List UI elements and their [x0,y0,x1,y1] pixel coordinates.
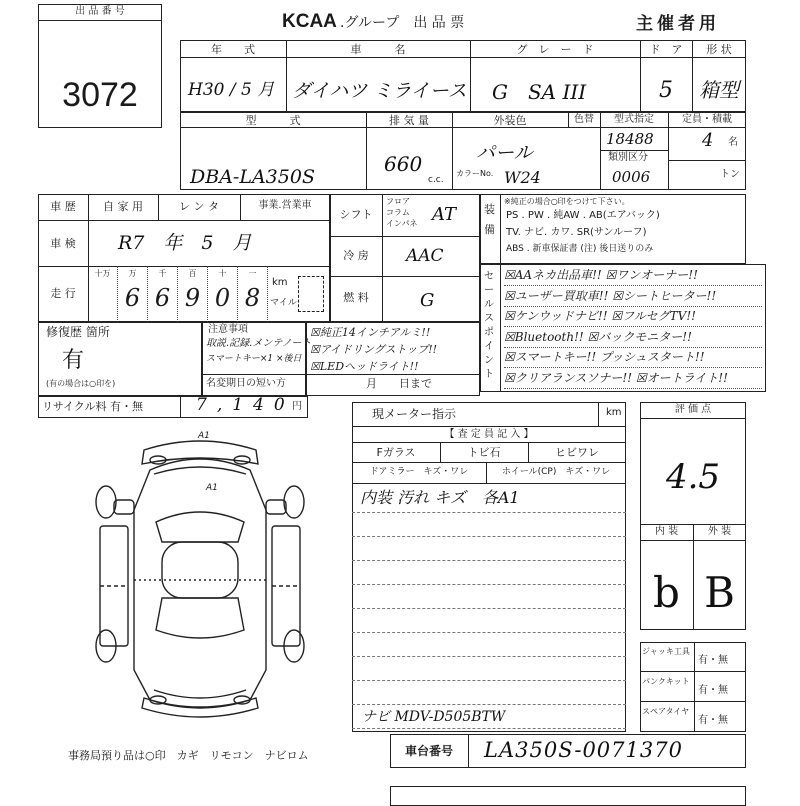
equipment-note: ※純正の場合○印をつけて下さい。 [504,197,630,206]
class-value: 0006 [612,168,651,186]
ton-label: トン [720,169,740,180]
grade-label: グ レ ー ド [516,43,594,56]
tool-value[interactable]: 有・無 [698,655,728,666]
mileage-digit-cell [148,266,178,322]
mile-label: マイル [270,298,297,308]
disp-unit: c.c. [428,175,444,185]
inspector-navi: ナビ MDV-D505BTW [362,709,506,725]
inspector-rule-line [352,632,626,633]
inspector-rule-line [352,704,626,705]
tool-label: ジャッキ工具 [642,647,690,656]
repair-label: 修復歴 箇所 [46,325,110,339]
recycle-value: 7,140 [196,395,295,415]
type-label: 型式指定 [614,114,654,125]
tool-label: パンクキット [642,677,690,686]
door-label: ド ア [649,43,683,56]
chassis-value: LA350S-0071370 [484,738,683,762]
km-label: km [272,277,288,288]
inspector-comment: 内装 汚れ キズ 各A1 [360,488,520,507]
inspector-title: 【 査 定 員 記 入 】 [444,429,534,440]
tool-separator [694,672,695,702]
exterior-grade: B [704,568,735,617]
year-label: 年 式 [211,43,255,56]
sales-point-item: ☒クリアランスソナー!! ☒オートライト!! [504,369,762,389]
color-label: 外装色 [493,114,527,127]
mileage-digit-cell [88,266,118,322]
tool-value[interactable]: 有・無 [698,715,728,726]
mileage-digit-cell [238,266,268,322]
sales-point-item: ☒Bluetooth!! ☒バックモニター!! [504,328,762,348]
shaken-value: R7 年 5 月 [118,232,252,254]
inspector-rule-line [352,656,626,657]
car-damage-diagram[interactable] [80,430,320,730]
mileage-digit-cell [178,266,208,322]
repair-note: (有の場合は○印を) [46,379,116,388]
extra-box [390,786,746,806]
sales-label: セールスポイント [484,271,494,380]
color-change-label: 色替 [574,114,594,125]
type-value: 18488 [606,130,654,148]
capacity-value: 4 [702,130,714,151]
repair-value: 有 [62,348,85,373]
name-change-label: 名変期日の短い方 [206,378,286,389]
tool-label: スペアタイヤ [642,707,690,716]
mileage-digit: 0 [214,284,231,312]
recycle-unit: 円 [292,401,302,412]
glass-label: Fガラス [376,446,416,459]
mileage-unit-label: 十 [218,269,227,278]
sales-point-item: ☒スマートキー!! プッシュスタート!! [504,348,762,368]
wheel-label: ホイール(CP) キズ・ワレ [501,467,611,477]
option-item: ☒純正14インチアルミ!! [310,326,431,339]
name-value: ダイハツ ミライース [292,80,467,102]
body-label: 形 状 [706,43,732,56]
mileage-unit-label: 万 [128,269,137,278]
capacity-unit: 名 [728,137,738,148]
mileage-unit-label: 百 [188,269,197,278]
body-value: 箱型 [699,78,739,102]
sheet-title: .グループ 出 品 票 [340,15,465,31]
interior-label: 内 装 [654,526,679,537]
inspector-rule-line [352,728,626,729]
inspector-rule-line [352,608,626,609]
equipment-line1: PS . PW . 純AW . AB(エアバック) [506,210,660,221]
mirror-label: ドアミラー キズ・ワレ [369,467,469,477]
meter-label: 現メーター指示 [372,407,457,421]
notes-label: 注意事項 [208,324,248,335]
mileage-digit-cell [118,266,148,322]
organizer-label: 主催者用 [636,14,720,34]
tool-separator [694,642,695,672]
color-value: パール [476,142,533,164]
inspector-rule-line [352,512,626,513]
equipment-label: 装 備 [484,203,495,236]
shift-label: シフト [339,208,373,221]
office-note: 事務局預り品は○印 カギ リモコン ナビロム [68,749,309,762]
month-day-label: 月 日まで [366,377,432,390]
crack-label: ヒビワレ [555,446,599,459]
mileage-unit-label: 千 [158,269,167,278]
sales-point-item: ☒ユーザー買取車!! ☒シートヒーター!! [504,287,762,307]
fuel-label: 燃 料 [343,291,369,304]
interior-grade: b [653,568,680,617]
color-no-value: W24 [504,168,541,187]
class-label: 類別区分 [608,152,648,163]
shift-value: AT [432,204,457,225]
disp-label: 排 気 量 [389,114,429,127]
recycle-label: リサイクル料 有・無 [42,400,143,413]
shaken-label: 車 検 [50,237,76,250]
notes-line2: スマートキー×1 ×後日 [206,354,302,364]
tool-separator [694,702,695,732]
cooling-value: AAC [406,246,444,266]
lot-number: 3072 [62,76,138,114]
inspector-rule-line [352,584,626,585]
lot-label: 出 品 番 号 [75,6,125,17]
option-item: ☒LEDヘッドライト!! [310,360,419,373]
tool-row [640,702,746,732]
shift-options: フロア コラム インパネ [386,197,418,228]
stone-label: トビ石 [467,446,501,459]
damage-mark-hood: A1 [206,483,218,493]
mileage-digit: 8 [244,284,261,312]
grade-value: G SA III [492,80,587,104]
mile-checkbox[interactable] [298,276,324,312]
equipment-line2: TV. ナビ. カワ. SR(サンルーフ) [506,227,647,238]
brand-logo: KCAA [282,11,337,32]
history-label: 車 歴 [50,200,76,213]
mileage-digit: 9 [184,284,201,312]
mileage-digit-cell [208,266,238,322]
disp-value: 660 [384,152,423,176]
mileage-label: 走 行 [50,287,76,300]
sales-point-item: ☒AAネカ出品車!! ☒ワンオーナー!! [504,266,762,286]
fuel-value: G [420,290,435,311]
tool-value[interactable]: 有・無 [698,685,728,696]
tool-row [640,642,746,672]
evaluation-score: 4.5 [665,457,721,497]
sales-point-item: ☒ケンウッドナビ!! ☒フルセグTV!! [504,307,762,327]
mileage-unit-label: 一 [248,269,257,278]
tool-row [640,672,746,702]
mileage-unit-label: 十万 [94,269,111,278]
chassis-label: 車台番号 [404,744,453,758]
door-value: 5 [659,78,673,103]
history-private: 自 家 用 [103,200,143,213]
model-value: DBA-LA350S [190,166,315,188]
notes-line1: 取説.記録.メンテノート [206,338,312,349]
color-no-label: カラーNo. [456,169,494,178]
history-rental: レ ン タ [179,200,219,213]
model-label: 型 式 [245,114,301,127]
option-item: ☒アイドリングストップ!! [310,343,438,356]
exterior-label: 外 装 [707,526,732,537]
inspector-rule-line [352,536,626,537]
year-value: H30 / 5 月 [188,80,275,100]
evaluation-label: 評 価 点 [674,404,712,415]
equipment-line3: ABS . 新車保証書 (注) 後日送りのみ [506,244,654,254]
inspector-rule-line [352,560,626,561]
name-label: 車 名 [350,43,406,56]
cooling-label: 冷 房 [343,249,369,262]
capacity-label: 定員・積載 [682,114,732,125]
history-business: 事業.営業車 [258,200,312,211]
meter-unit: km [606,407,622,418]
mileage-digit: 6 [154,284,171,312]
mileage-cells [88,266,268,322]
inspector-rule-line [352,680,626,681]
damage-mark-front: A1 [198,431,210,441]
mileage-digit: 6 [124,284,141,312]
